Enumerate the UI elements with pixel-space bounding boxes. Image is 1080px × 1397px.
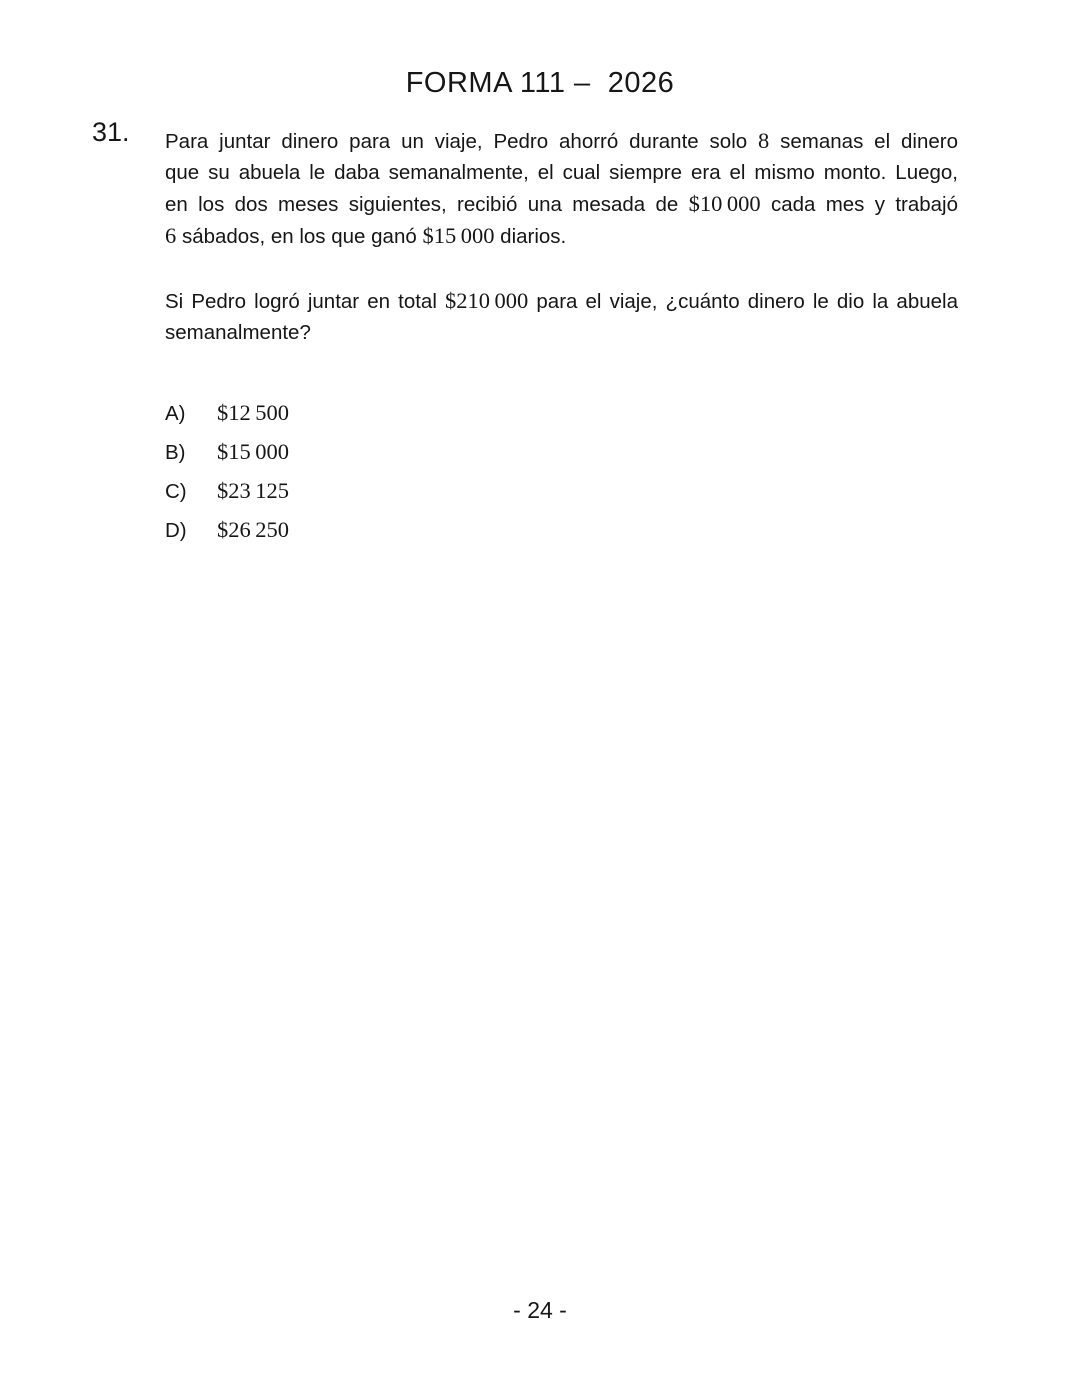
page-title: FORMA 111 – 2026 [405, 67, 675, 99]
question-statement [165, 125, 958, 252]
option-value: $12 500 [217, 400, 290, 425]
text-run: Si Pedro logró juntar en total [165, 290, 446, 313]
body-line [165, 220, 958, 252]
text-run: cada mes y trabajó [760, 193, 958, 216]
option-letter: D) [165, 519, 187, 542]
option-letter: A) [165, 402, 186, 425]
text-run: sábados, en los que ganó [176, 225, 423, 248]
option-letter: B) [165, 441, 186, 464]
text-run: que su abuela le daba semanalmente, el cual siempre era el mismo monto. Luego, [165, 161, 958, 184]
text-run: Para juntar dinero para un viaje, Pedro ahorró durante solo [165, 130, 759, 153]
question-prompt [165, 285, 958, 348]
answer-options [165, 397, 289, 553]
option-row-a [165, 397, 289, 436]
option-row-b [165, 436, 289, 475]
body-line [165, 317, 958, 348]
text-run: en los dos meses siguientes, recibió una mesada de [165, 193, 689, 216]
math-run: $15 000 [422, 223, 495, 248]
text-run: semanas el dinero [769, 130, 958, 153]
math-run: $210 000 [445, 288, 529, 313]
body-line [165, 188, 958, 220]
math-run: $10 000 [688, 191, 761, 216]
option-value: $26 250 [217, 517, 290, 542]
math-run: 8 [758, 128, 770, 153]
option-value: $23 125 [217, 478, 290, 503]
option-row-c [165, 475, 289, 514]
math-run: 6 [165, 223, 177, 248]
text-run: diarios. [494, 225, 567, 248]
question-number: 31. [92, 117, 130, 147]
page-number: - 24 - [513, 1297, 567, 1323]
option-value: $15 000 [217, 439, 290, 464]
text-run: para el viaje, ¿cuánto dinero le dio la abuela [528, 290, 958, 313]
text-run: semanalmente? [165, 321, 311, 344]
body-line [165, 125, 958, 157]
body-line [165, 285, 958, 317]
body-line [165, 157, 958, 188]
option-row-d [165, 514, 289, 553]
option-letter: C) [165, 480, 187, 503]
